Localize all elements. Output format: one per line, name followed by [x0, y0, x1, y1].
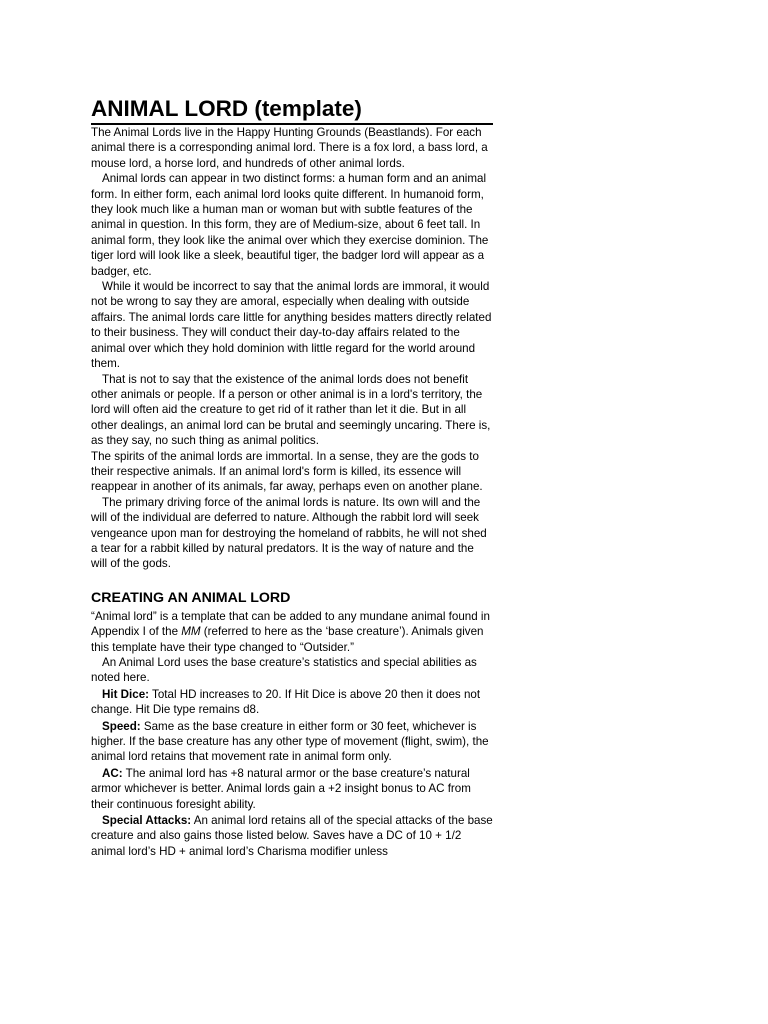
entry-label: Special Attacks:	[102, 814, 192, 828]
intro-paragraph-4: That is not to say that the existence of the animal lords does not benefit other animals or people. If a person or other animal is in a lord's territory, the lord will often aid the creature to get rid of it rather than let it die. But in all other dealings, an animal lord can be brutal and seemingly uncaring. There is, as they say, no such thing as animal politics.	[91, 372, 491, 448]
intro-paragraph-2: Animal lords can appear in two distinct forms: a human form and an animal form. In either form, each animal lord looks quite different. In humanoid form, they look much like a human man or woman but with subtle features of the animal in question. In this form, they are of Medium-size, about 6 feet tall. In animal form, they look like the animal over which they exercise dominion. The tiger lord will look like a sleek, beautiful tiger, the badger lord will appear as a badger, etc.	[91, 172, 489, 278]
section-heading-creating: CREATING AN ANIMAL LORD	[91, 589, 291, 606]
entry-special-attacks	[91, 813, 493, 859]
entry-ac	[91, 766, 493, 812]
mm-reference: MM	[181, 625, 201, 639]
entry-text: An animal lord retains all of the special attacks of the base creature and also gains those listed below. Saves have a DC of 10 + 1/2 animal lord’s HD + animal lord’s Charisma modifier unless	[91, 814, 493, 858]
entry-text: Total HD increases to 20. If Hit Dice is above 20 then it does not change. Hit Die type remains d8.	[91, 687, 481, 717]
entry-speed	[91, 719, 493, 765]
creating-paragraph-1: “Animal lord” is a template that can be added to any mundane animal found in Appendix I of the MM (referred to here as the ‘base creature’). Animals given this template have their type changed to “Outsider.”	[91, 609, 490, 654]
entry-hit-dice	[91, 687, 493, 718]
intro-paragraph-3: While it would be incorrect to say that the animal lords are immoral, it would not be wrong to say they are amoral, especially when dealing with outside affairs. The animal lords care little for anything besides matters directly related to their business. They will conduct their day-to-day affairs related to the animal over which they hold dominion with little regard for the world around them.	[91, 280, 492, 371]
creating-section	[91, 609, 493, 860]
page-title: ANIMAL LORD (template)	[91, 96, 493, 125]
document-page	[91, 96, 493, 859]
intro-paragraph-5: The spirits of the animal lords are immortal. In a sense, they are the gods to their respective animals. If an animal lord's form is killed, its essence will reappear in another of its animals, far away, perhaps even on another plane.	[91, 449, 483, 494]
entry-text: The animal lord has +8 natural armor or the base creature’s natural armor whichever is better. Animal lords gain a +2 insight bonus to AC from their continuous foresight ability.	[91, 766, 471, 811]
entry-label: Hit Dice:	[102, 687, 150, 701]
intro-section	[91, 125, 493, 572]
entry-label: AC:	[102, 766, 123, 780]
intro-paragraph-1: The Animal Lords live in the Happy Hunting Grounds (Beastlands). For each animal there is a corresponding animal lord. There is a fox lord, a bass lord, a mouse lord, a horse lord, and hundreds of other animal lords.	[91, 126, 488, 170]
creating-paragraph-2: An Animal Lord uses the base creature’s statistics and special abilities as noted here.	[91, 656, 477, 685]
intro-paragraph-6: The primary driving force of the animal lords is nature. Its own will and the will of the individual are deferred to nature. Although the rabbit lord will seek vengeance upon man for destroying the homeland of rabbits, he will not shed a tear for a rabbit killed by natural predators. It is the way of nature and the will of the gods.	[91, 495, 487, 571]
entry-label: Speed:	[102, 719, 141, 733]
entry-text: Same as the base creature in either form or 30 feet, whichever is higher. If the base creature has any other type of movement (flight, swim), the animal lord retains that movement rate in animal form only.	[91, 719, 489, 764]
